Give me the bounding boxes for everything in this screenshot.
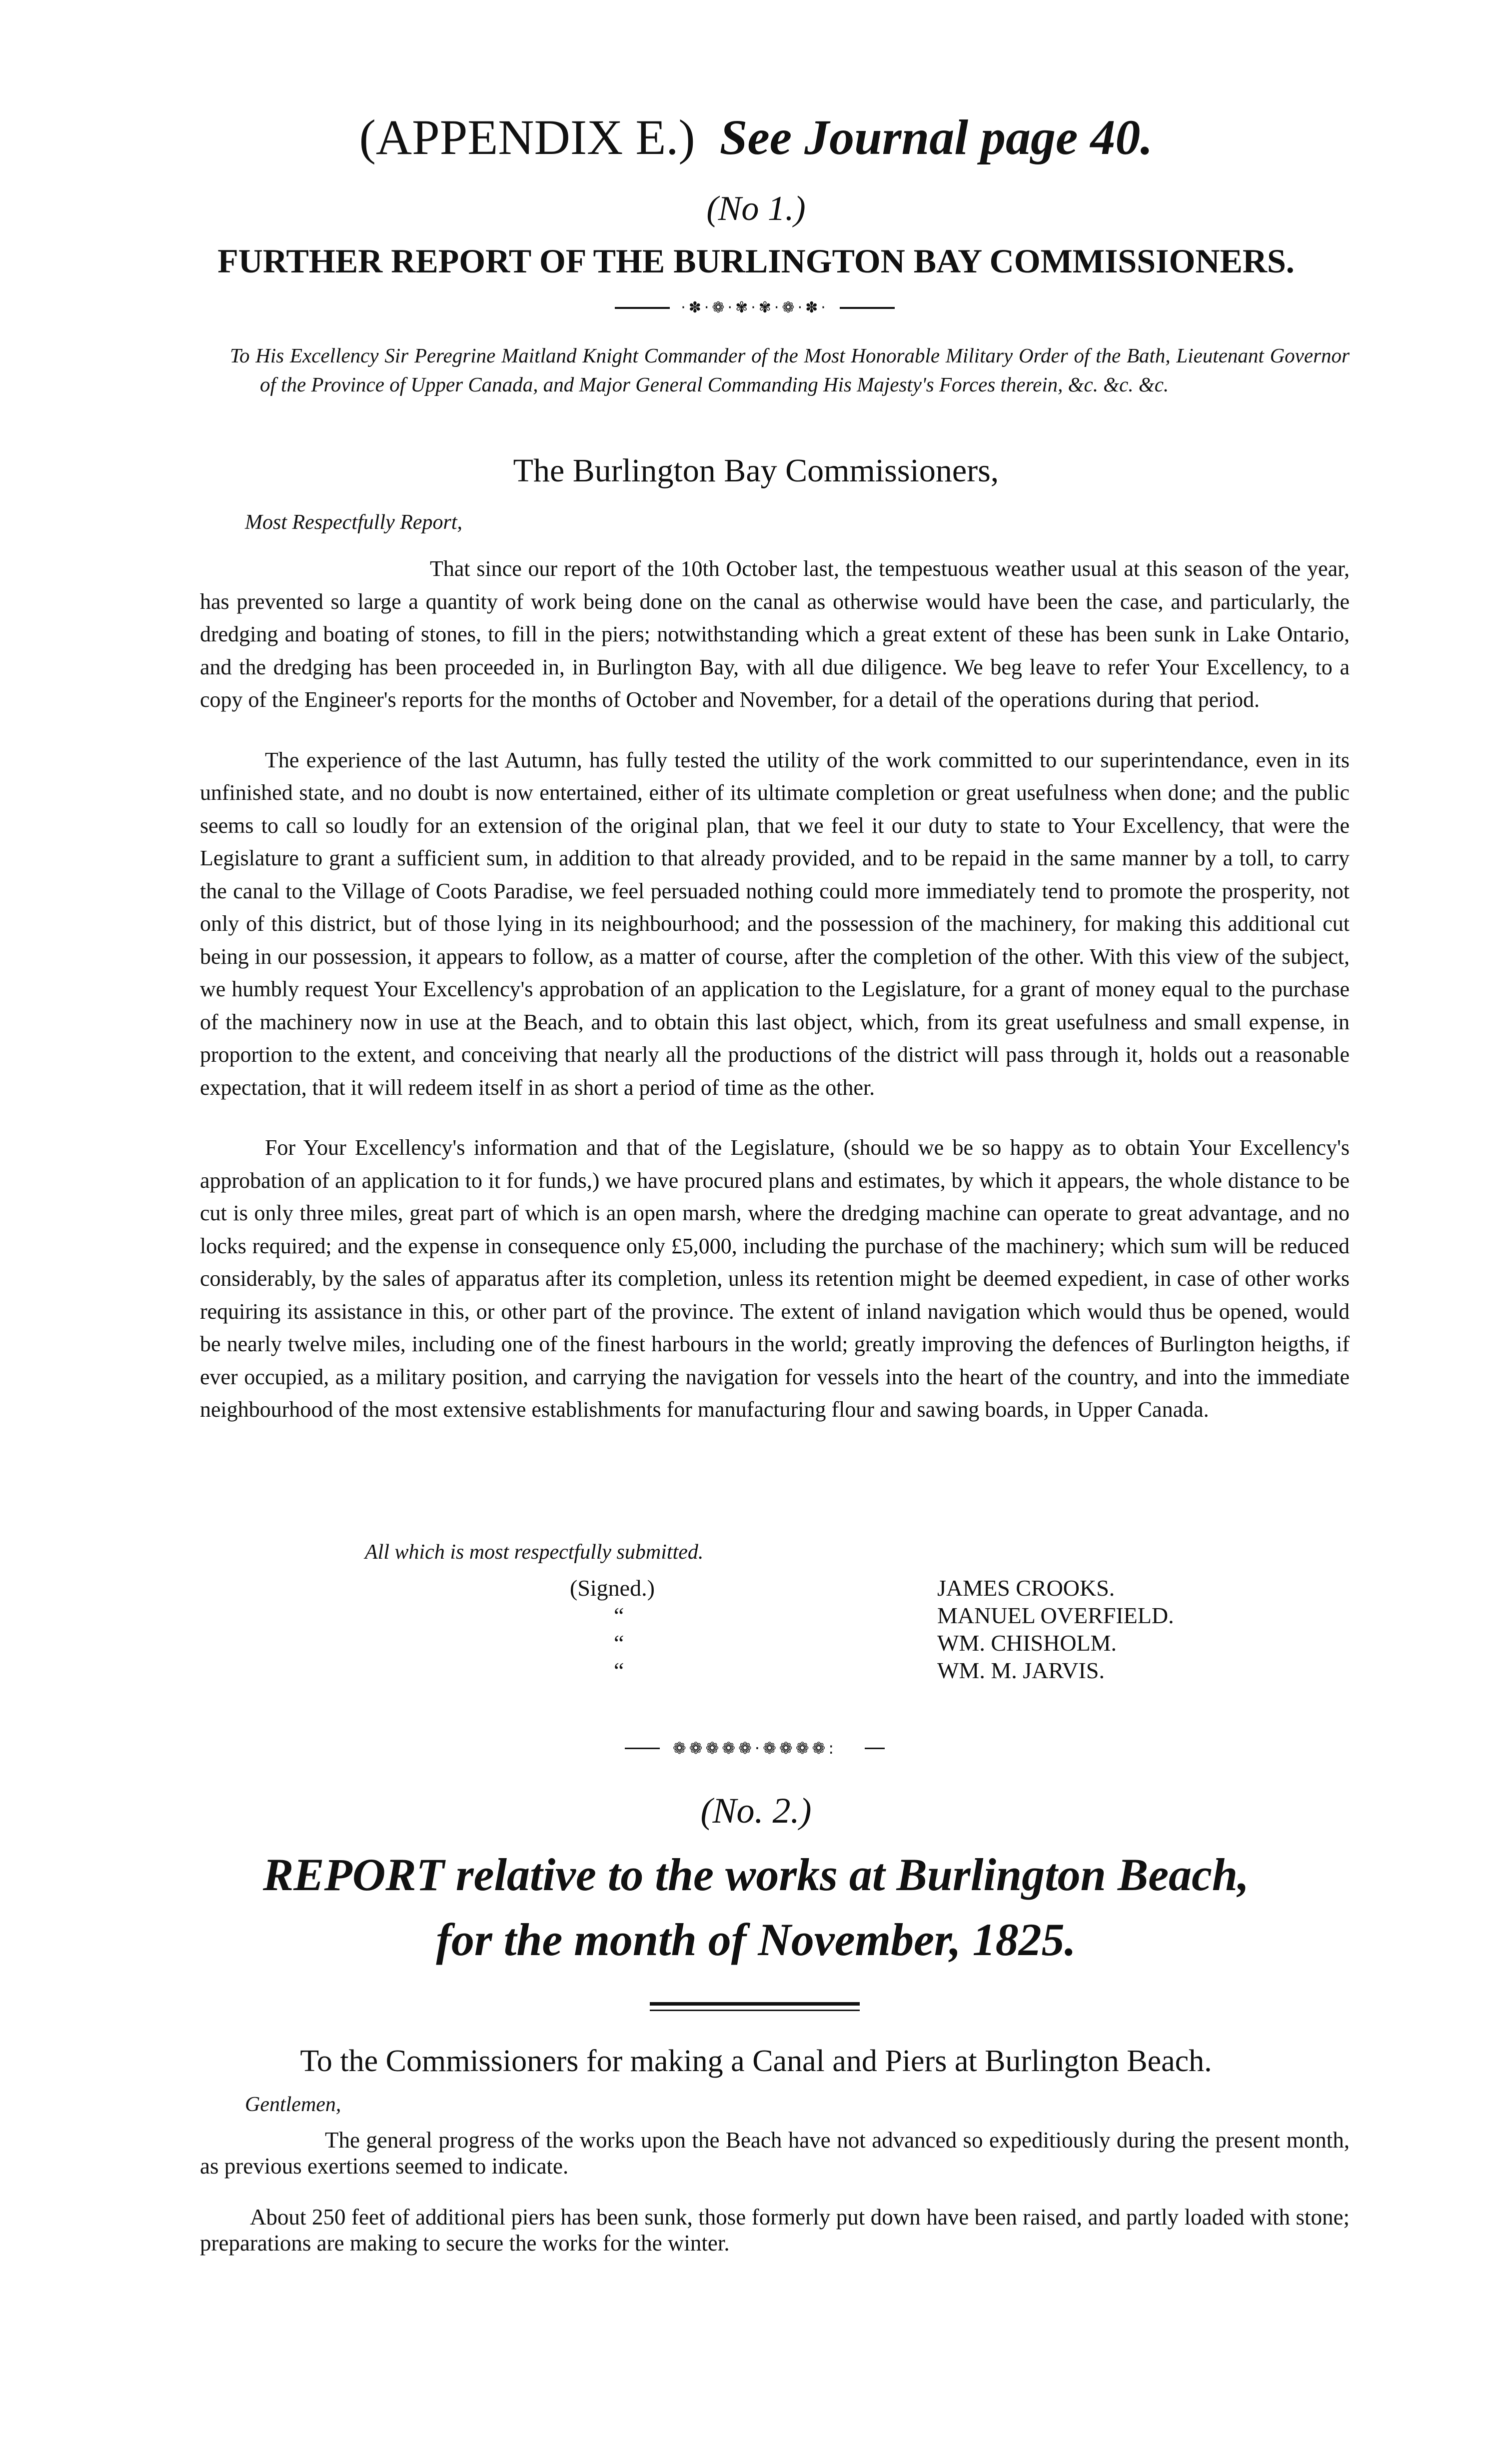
report1-body <box>200 552 1350 1426</box>
report2-title-line2: for the month of November, 1825. <box>436 1914 1076 1965</box>
ditto-mark-3: “ <box>614 1658 624 1683</box>
signatory-2: MANUEL OVERFIELD. <box>937 1603 1174 1628</box>
ditto-mark-2: “ <box>614 1630 624 1656</box>
report1-number: (No 1.) <box>706 189 806 228</box>
ornament-divider-middle: ❁❁❁❁❁·❁❁❁❁: <box>625 1740 885 1757</box>
report1-closing: All which is most respectfully submitted. <box>365 1541 704 1564</box>
appendix-label: (APPENDIX E.) <box>359 109 695 165</box>
report1-from: The Burlington Bay Commissioners, <box>513 452 999 489</box>
report2-paragraph-2: About 250 feet of additional piers has been sunk, those formerly put down have been raised, and partly loaded with stone; preparations are making to secure the works for the winter. <box>200 2205 1350 2256</box>
report2-salutation: Gentlemen, <box>245 2093 341 2116</box>
double-rule-bottom <box>650 2010 860 2011</box>
double-rule-top <box>650 2002 860 2006</box>
journal-reference: See Journal page 40. <box>719 109 1153 165</box>
report2-address: To the Commissioners for making a Canal and Piers at Burlington Beach. <box>300 2044 1212 2078</box>
report2-paragraph-1: The general progress of the works upon the Beach have not advanced so expeditiously during the present month, as previous exertions seemed to indicate. <box>200 2128 1350 2179</box>
report2-number: (No. 2.) <box>700 1791 812 1831</box>
ditto-mark-1: “ <box>614 1603 624 1628</box>
report1-salutation: Most Respectfully Report, <box>245 511 463 534</box>
signatory-3: WM. CHISHOLM. <box>937 1630 1117 1656</box>
ornament-divider-top: ·✽·❁·✾·✾·❁·✽· <box>615 300 895 315</box>
signatory-4: WM. M. JARVIS. <box>937 1658 1105 1683</box>
report1-paragraph-3: For Your Excellency's information and that of the Legislature, (should we be so happy as to obtain Your Excellency's approbation of an application to it for funds,) we have procured plans and estimates, by which it appears, the whole distance to be cut is only three miles, great part of which is an open marsh, where the dredging machine can operate to great advantage, and no locks required; and the expense in consequence only £5,000, including the purchase of the machinery; which sum will be reduced considerably, by the sales of apparatus after its completion, unless its retention might be deemed expedient, in case of other works requiring its assistance in this, or other part of the province. The extent of inland navigation which would thus be opened, would be nearly twelve miles, including one of the finest harbours in the world; greatly improving the defences of Burlington heigths, if ever occupied, as a military position, and carrying the navigation for vessels into the heart of the country, and into the immediate neighbourhood of the most extensive establishments for manufacturing flour and sawing boards, in Upper Canada. <box>200 1135 1350 1422</box>
report1-paragraph-1: That since our report of the 10th October last, the tempestuous weather usual at this season of the year, has prevented so large a quantity of work being done on the canal as otherwise would have been the case, and particularly, the dredging and boating of stones, to fill in the piers; notwithstanding which a great extent of these has been sunk in Lake Ontario, and the dredging has been proceeded in, in Burlington Bay, with all due diligence. We beg leave to refer Your Excellency, to a copy of the Engineer's reports for the months of October and November, for a detail of the operations during that period. <box>200 556 1350 712</box>
signed-label: (Signed.) <box>570 1575 655 1601</box>
appendix-heading <box>0 107 1512 167</box>
signatory-1: JAMES CROOKS. <box>937 1575 1115 1601</box>
report1-address: To His Excellency Sir Peregrine Maitland Knight Commander of the Most Honorable Military Order of the Bath, Lieutenant Governor of the Province of Upper Canada, and Major General Commanding His Majesty's Forces therein, &c. &c. &c. <box>230 344 1350 396</box>
report2-title-line1: REPORT relative to the works at Burlington Beach, <box>262 1849 1250 1900</box>
report1-paragraph-2: The experience of the last Autumn, has fully tested the utility of the work committed to our superintendance, even in its unfinished state, and no doubt is now entertained, either of its ultimate completion or great usefulness when done; and the public seems to call so loudly for an extension of the original plan, that we feel it our duty to state to Your Excellency, that were the Legislature to grant a sufficient sum, in addition to that already provided, and to be repaid in the same manner by a toll, to carry the canal to the Village of Coots Paradise, we feel persuaded nothing could more immediately tend to promote the prosperity, not only of this district, but of those lying in its neighbourhood; and the possession of the machinery, for making this additional cut being in our possession, it appears to follow, as a matter of course, after the completion of the other. With this view of the subject, we humbly request Your Excellency's approbation of an application to the Legislature, for a grant of money equal to the purchase of the machinery now in use at the Beach, and to obtain this last object, which, from its great usefulness and small expense, in proportion to the extent, and conceiving that nearly all the productions of the district will pass through it, holds out a reasonable expectation, that it will redeem itself in as short a period of time as the other. <box>200 747 1350 1100</box>
report1-title: FURTHER REPORT OF THE BURLINGTON BAY COMMISSIONERS. <box>217 242 1295 280</box>
report2-body <box>200 2127 1350 2256</box>
